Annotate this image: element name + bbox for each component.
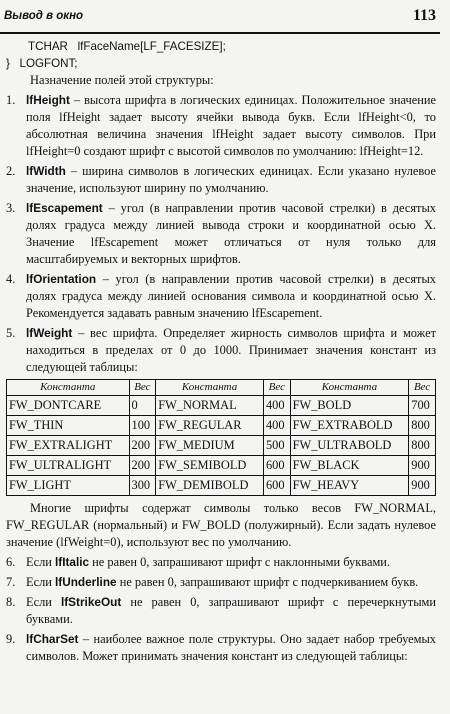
field-name: lfWeight — [26, 326, 73, 340]
field-name: lfItalic — [54, 555, 90, 569]
column-header: Константа — [290, 380, 409, 396]
code-line: } LOGFONT; — [6, 57, 78, 70]
table-row — [7, 396, 436, 416]
item-number: 9. — [6, 632, 16, 646]
item-prefix: Если — [26, 595, 61, 609]
list-item — [6, 200, 436, 268]
table-cell: FW_SEMIBOLD — [156, 456, 264, 476]
field-name: lfStrikeOut — [60, 595, 122, 609]
running-title: Вывод в окно — [4, 10, 84, 22]
table-cell: 900 — [409, 456, 436, 476]
field-name: lfWidth — [26, 164, 66, 178]
item-number: 6. — [6, 555, 16, 569]
item-body — [26, 163, 436, 197]
table-cell: 600 — [263, 456, 290, 476]
page-content — [6, 38, 436, 668]
weight-table — [6, 379, 436, 496]
column-header: Вес — [263, 380, 290, 396]
table-cell: 0 — [129, 396, 156, 416]
page-number: 113 — [412, 7, 436, 24]
item-number: 5. — [6, 326, 16, 340]
table-cell: 700 — [409, 396, 436, 416]
table-cell: FW_MEDIUM — [156, 436, 264, 456]
item-number: 2. — [6, 164, 16, 178]
table-cell: FW_BLACK — [290, 456, 409, 476]
item-text: не равен 0, запрашивают шрифт с подчеркиванием букв. — [116, 575, 419, 589]
item-body — [26, 325, 436, 376]
item-body — [26, 554, 436, 571]
item-number: 1. — [6, 93, 16, 107]
table-row — [7, 416, 436, 436]
item-body — [26, 594, 436, 628]
table-cell: FW_EXTRALIGHT — [7, 436, 130, 456]
field-list — [6, 92, 436, 376]
column-header: Вес — [409, 380, 436, 396]
table-cell: 100 — [129, 416, 156, 436]
item-text: – ширина символов в логических единицах. Если указано нулевое значение, используют ширину по умолчанию. — [26, 164, 436, 195]
code-snippet — [6, 38, 436, 72]
item-prefix: Если — [26, 575, 55, 589]
table-body — [7, 396, 436, 496]
column-header: Константа — [7, 380, 130, 396]
list-item — [6, 574, 436, 591]
item-prefix: Если — [26, 555, 55, 569]
table-cell: FW_HEAVY — [290, 476, 409, 496]
intro-paragraph: Назначение полей этой структуры: — [30, 73, 214, 87]
item-text: – наиболее важное поле структуры. Оно задает набор требуемых символов. Может принимать значения констант из следующей таблицы: — [26, 632, 436, 663]
table-row — [7, 436, 436, 456]
after-table-paragraph: Многие шрифты содержат символы только весов FW_NORMAL, FW_REGULAR (нормальный) и FW_BOLD (полужирный). Если задать нулевое значение (lfWeight=0), используют вес по умолчанию. — [6, 501, 436, 549]
column-header: Константа — [156, 380, 264, 396]
table-cell: 400 — [263, 416, 290, 436]
table-cell: 600 — [263, 476, 290, 496]
item-body — [26, 271, 436, 322]
table-cell: 200 — [129, 436, 156, 456]
table-cell: FW_ULTRALIGHT — [7, 456, 130, 476]
table-cell: 200 — [129, 456, 156, 476]
item-text: не равен 0, запрашивают шрифт с перечеркнутыми буквами. — [26, 595, 436, 626]
table-cell: FW_EXTRABOLD — [290, 416, 409, 436]
field-name: lfUnderline — [54, 575, 117, 589]
list-item — [6, 92, 436, 160]
field-name: lfCharSet — [26, 632, 79, 646]
list-item — [6, 554, 436, 571]
table-cell: FW_NORMAL — [156, 396, 264, 416]
list-item — [6, 325, 436, 376]
item-number: 7. — [6, 575, 16, 589]
item-number: 4. — [6, 272, 16, 286]
table-cell: 500 — [263, 436, 290, 456]
item-number: 8. — [6, 595, 16, 609]
table-cell: FW_ULTRABOLD — [290, 436, 409, 456]
item-text: – вес шрифта. Определяет жирность символов шрифта и может находиться в пределах от 0 до 1000. Принимает значения констант из следующей таблицы: — [26, 326, 436, 374]
table-cell: FW_DONTCARE — [7, 396, 130, 416]
item-text: не равен 0, запрашивают шрифт с наклонными буквами. — [89, 555, 391, 569]
item-text: – угол (в направлении против часовой стрелки) в десятых долях градуса между линией вывода строки и координатной осью X. Значение lfEscapement может отличаться от нуля только для масштабируемых и векторных шрифтов. — [26, 201, 436, 266]
table-cell: 800 — [409, 416, 436, 436]
code-line: TCHAR lfFaceName[LF_FACESIZE]; — [28, 40, 226, 53]
list-item — [6, 631, 436, 665]
table-cell: 900 — [409, 476, 436, 496]
item-number: 3. — [6, 201, 16, 215]
table-cell: 800 — [409, 436, 436, 456]
list-item — [6, 163, 436, 197]
item-text: – угол (в направлении против часовой стрелки) в десятых долях градуса между линией основания символа и координатной осью X. Рекомендуется задавать равным значению lfEscapement. — [26, 272, 436, 320]
table-row — [7, 456, 436, 476]
table-cell: FW_REGULAR — [156, 416, 264, 436]
table-header-row — [7, 380, 436, 396]
field-list-continued — [6, 554, 436, 665]
page-header — [0, 6, 440, 34]
field-name: lfEscapement — [26, 201, 103, 215]
item-body — [26, 92, 436, 160]
table-row — [7, 476, 436, 496]
item-text: – высота шрифта в логических единицах. Положительное значение поля lfHeight задает высоту ячейки вывода букв. Если lfHeight<0, то абсолютная величина значения lfHeight задает высоту символов. При lfHeight=0 создают шрифт с высотой символов по умолчанию: lfHeight=12. — [26, 93, 436, 158]
column-header: Вес — [129, 380, 156, 396]
table-cell: FW_DEMIBOLD — [156, 476, 264, 496]
table-cell: 400 — [263, 396, 290, 416]
table-cell: FW_THIN — [7, 416, 130, 436]
item-body — [26, 631, 436, 665]
item-body — [26, 574, 436, 591]
field-name: lfOrientation — [26, 272, 97, 286]
table-cell: 300 — [129, 476, 156, 496]
field-name: lfHeight — [26, 93, 70, 107]
item-body — [26, 200, 436, 268]
list-item — [6, 271, 436, 322]
table-cell: FW_LIGHT — [7, 476, 130, 496]
list-item — [6, 594, 436, 628]
table-cell: FW_BOLD — [290, 396, 409, 416]
